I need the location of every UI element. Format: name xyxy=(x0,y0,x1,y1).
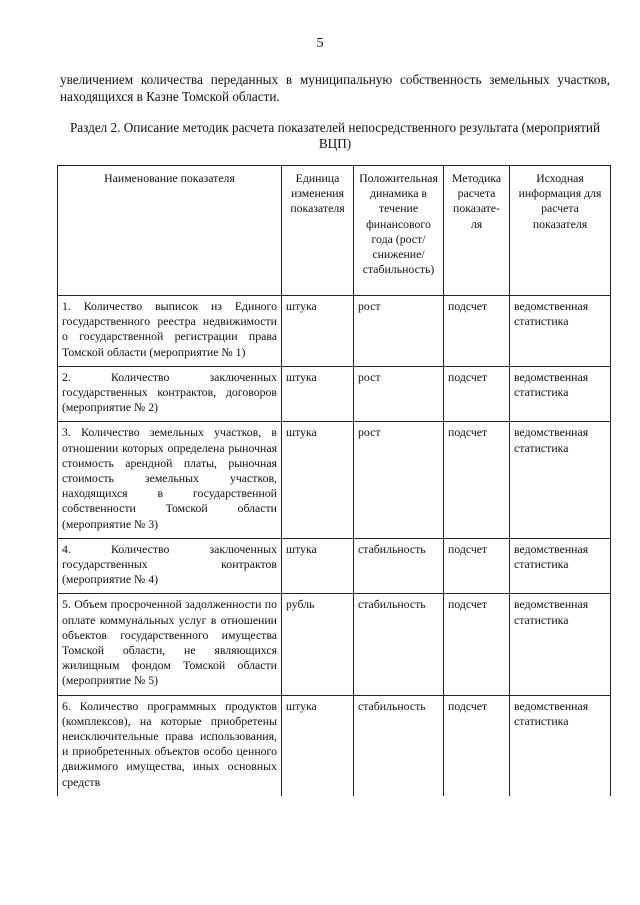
table-row xyxy=(58,594,611,695)
table-row xyxy=(58,422,611,538)
indicator-method: подсчет xyxy=(444,366,510,422)
indicator-dynamics: рост xyxy=(354,422,444,538)
indicator-name: 5. Объем просроченной задолженности по оплате коммунальных услуг в отношении объектов государственного имущества Томской области, не являющихся жилищным фондом Томской области (мероприятие № 5) xyxy=(58,594,282,695)
table-header-row xyxy=(58,166,611,296)
indicator-method: подсчет xyxy=(444,538,510,594)
indicator-name: 6. Количество программных продуктов (комплексов), на которые приобретены неисключительные права использования, и приобретенных объектов особо ценного движимого имущества, иных основных средств xyxy=(58,695,282,796)
indicator-unit: штука xyxy=(282,422,354,538)
indicator-method: подсчет xyxy=(444,422,510,538)
indicator-source: ведомственная статистика xyxy=(510,538,611,594)
indicator-method: подсчет xyxy=(444,695,510,796)
indicator-source: ведомственная статистика xyxy=(510,296,611,367)
indicator-source: ведомственная статистика xyxy=(510,422,611,538)
section-title: Раздел 2. Описание методик расчета показателей непосредственного результата (мероприятий ВЦП) xyxy=(69,120,601,151)
header-source: Исходная информация для расчета показателя xyxy=(510,166,611,296)
indicator-source: ведомственная статистика xyxy=(510,695,611,796)
indicator-dynamics: стабильность xyxy=(354,695,444,796)
indicator-name: 1. Количество выписок из Единого государственного реестра недвижимости о государственной регистрации права Томской области (мероприятие № 1) xyxy=(58,296,282,367)
indicator-dynamics: стабильность xyxy=(354,594,444,695)
page-number: 5 xyxy=(316,36,324,51)
indicator-source: ведомственная статистика xyxy=(510,594,611,695)
header-method: Методика расчета показате-ля xyxy=(444,166,510,296)
indicator-unit: рубль xyxy=(282,594,354,695)
indicator-unit: штука xyxy=(282,695,354,796)
indicator-name: 4. Количество заключенных государственных контрактов (мероприятие № 4) xyxy=(58,538,282,594)
table-row xyxy=(58,366,611,422)
header-dynamics: Положительная динамика в течение финансового года (рост/ снижение/ стабильность) xyxy=(354,166,444,296)
indicator-unit: штука xyxy=(282,538,354,594)
table-row xyxy=(58,538,611,594)
indicator-dynamics: рост xyxy=(354,296,444,367)
table-row xyxy=(58,296,611,367)
indicator-method: подсчет xyxy=(444,296,510,367)
indicator-unit: штука xyxy=(282,296,354,367)
header-unit: Единица изменения показателя xyxy=(282,166,354,296)
indicator-name: 2. Количество заключенных государственных контрактов, договоров (мероприятие № 2) xyxy=(58,366,282,422)
header-indicator-name: Наименование показателя xyxy=(58,166,282,296)
indicator-dynamics: стабильность xyxy=(354,538,444,594)
indicators-table xyxy=(57,165,611,796)
indicator-unit: штука xyxy=(282,366,354,422)
indicator-method: подсчет xyxy=(444,594,510,695)
indicator-name: 3. Количество земельных участков, в отношении которых определена рыночная стоимость арендной платы, рыночная стоимость земельных участков, находящихся в государственной собственности Томской области (мероприятие № 3) xyxy=(58,422,282,538)
indicator-dynamics: рост xyxy=(354,366,444,422)
table-row xyxy=(58,695,611,796)
indicator-source: ведомственная статистика xyxy=(510,366,611,422)
intro-paragraph: увеличением количества переданных в муниципальную собственность земельных участков, находящихся в Казне Томской области. xyxy=(60,72,610,104)
